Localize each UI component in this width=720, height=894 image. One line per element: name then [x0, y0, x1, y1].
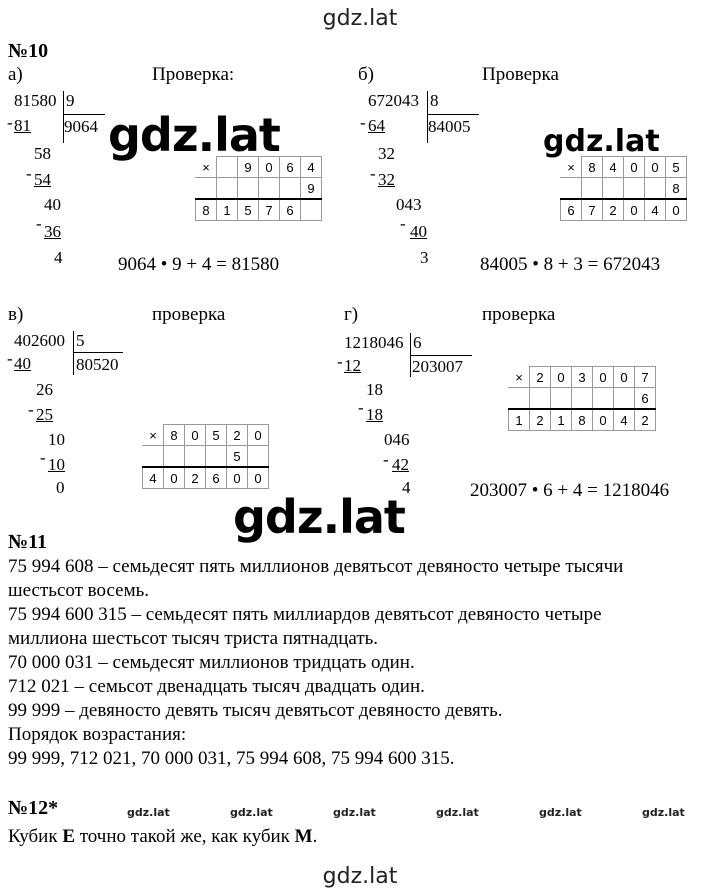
- watermark-small: gdz.lat: [127, 806, 170, 819]
- task10-a-equation: 9064 • 9 + 4 = 81580: [118, 254, 280, 275]
- task11-line: 70 000 031 – семьдесят миллионов тридцать один.: [8, 652, 415, 673]
- task10-title: №10: [8, 40, 49, 62]
- task10-g-step: 046: [384, 430, 410, 449]
- task10-b-check-label: Проверка: [482, 64, 559, 85]
- task10-v-check-label: проверка: [152, 304, 226, 325]
- task12-text: Кубик Е точно такой же, как кубик М.: [8, 826, 318, 847]
- task10-a-step: 4: [54, 248, 63, 267]
- task11-line: 99 999 – девяносто девять тысяч девятьсот девяносто девять.: [8, 700, 503, 721]
- task10-v-label: в): [8, 304, 24, 325]
- task11-line: 75 994 600 315 – семьдесят пять миллиардов девятьсот девяносто четыре: [8, 604, 602, 625]
- task10-g-equation: 203007 • 6 + 4 = 1218046: [470, 480, 670, 501]
- task11-line: 99 999, 712 021, 70 000 031, 75 994 608, 75 994 600 315.: [8, 748, 455, 769]
- task12-title: №12*: [8, 797, 59, 819]
- task10-v-step: 10: [48, 455, 65, 474]
- watermark-mid: gdz.lat: [543, 124, 660, 159]
- task10-g-divisor: 6: [413, 333, 422, 352]
- task10-g-step: 42: [392, 455, 409, 474]
- watermark-top: gdz.lat: [322, 6, 398, 31]
- task10-b-check-table: × 8 4 0 0 5 8 6 7 2 0 4 0: [560, 156, 687, 221]
- watermark-big-2: gdz.lat: [233, 490, 405, 544]
- task10-g-step: 4: [402, 478, 411, 497]
- task10-a-dividend: 81580: [14, 91, 57, 110]
- task10-v-step: 10: [48, 430, 65, 449]
- task10-b-divisor: 8: [430, 91, 439, 110]
- task10-g-step: 18: [366, 405, 383, 424]
- task10-b-quotient: 84005: [428, 117, 471, 136]
- task10-a-step: 36: [44, 222, 61, 241]
- task10-v-step: 25: [36, 405, 53, 424]
- task11-body: [8, 555, 713, 771]
- task11-line: 75 994 608 – семьдесят пять миллионов девятьсот девяносто четыре тысячи: [8, 556, 624, 577]
- task10-a-quotient: 9064: [64, 117, 98, 136]
- task10-g-dividend: 1218046: [344, 333, 404, 352]
- task10-v-step: 0: [56, 478, 65, 497]
- task10-b-step: 40: [410, 222, 427, 241]
- task12-cube-m: М: [294, 826, 313, 847]
- task10-a-step: 54: [34, 170, 51, 189]
- task10-g-check-table: × 2 0 3 0 0 7 6 1 2 1 8 0 4 2: [508, 366, 656, 431]
- task10-v-step: 26: [36, 380, 53, 399]
- task11-line: миллиона шестьсот тысяч триста пятнадцать.: [8, 628, 379, 649]
- task10-a-label: а): [8, 64, 23, 85]
- task10-v-check-table: × 8 0 5 2 0 5 4 0 2 6 0 0: [142, 424, 269, 489]
- watermark-small: gdz.lat: [642, 806, 685, 819]
- task10-v-step: 40: [14, 354, 31, 373]
- task10-a-divisor: 9: [66, 91, 75, 110]
- task10-b-step: 043: [396, 195, 422, 214]
- watermark-bottom: gdz.lat: [322, 864, 398, 889]
- task10-b-step: 32: [378, 144, 395, 163]
- task10-b-dividend: 672043: [368, 91, 419, 110]
- task11-title: №11: [8, 531, 47, 553]
- task10-b-step: 32: [378, 170, 395, 189]
- task10-a-check-label: Проверка:: [152, 64, 235, 85]
- watermark-small: gdz.lat: [436, 806, 479, 819]
- task10-b-equation: 84005 • 8 + 3 = 672043: [480, 254, 661, 275]
- task10-g-step: 18: [366, 380, 383, 399]
- task10-g-quotient: 203007: [412, 357, 463, 376]
- task10-v-quotient: 80520: [76, 355, 119, 374]
- task12-cube-e: Е: [62, 826, 75, 847]
- task10-g-label: г): [344, 304, 359, 325]
- task10-a-step: 81: [14, 116, 31, 135]
- task11-line: шестьсот восемь.: [8, 580, 150, 601]
- watermark-small: gdz.lat: [333, 806, 376, 819]
- task10-g-check-label: проверка: [482, 304, 556, 325]
- task10-a-check-table: × 9 0 6 4 9 8 1 5 7 6: [195, 156, 322, 221]
- task10-a-step: 40: [44, 195, 61, 214]
- task11-line: 712 021 – семьсот двенадцать тысяч двадцать один.: [8, 676, 425, 697]
- task10-b-step: 3: [420, 248, 429, 267]
- task10-g-step: 12: [344, 356, 361, 375]
- watermark-big-1: gdz.lat: [108, 108, 280, 162]
- task10-a-step: 58: [34, 144, 51, 163]
- task10-b-label: б): [358, 64, 374, 85]
- task10-v-divisor: 5: [76, 331, 85, 350]
- watermark-small: gdz.lat: [539, 806, 582, 819]
- task10-v-dividend: 402600: [14, 331, 65, 350]
- task11-line: Порядок возрастания:: [8, 724, 187, 745]
- watermark-small: gdz.lat: [230, 806, 273, 819]
- task10-b-step: 64: [368, 116, 385, 135]
